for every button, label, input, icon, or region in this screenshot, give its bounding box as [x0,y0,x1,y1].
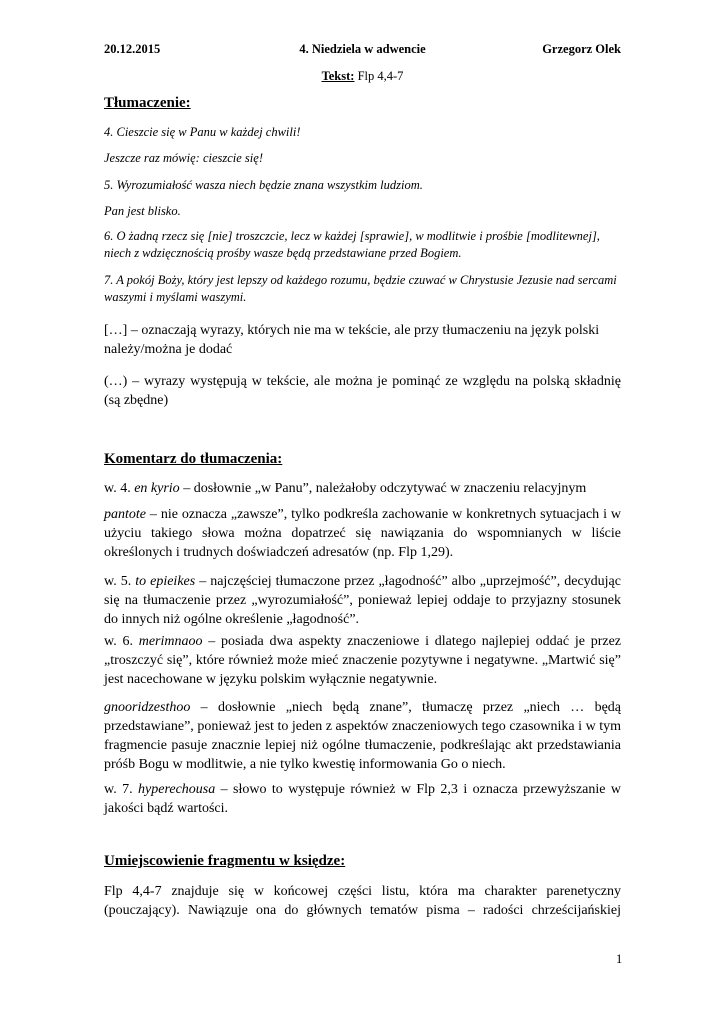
greek-term: hyperechousa [138,782,216,797]
commentary-gnooridzesthoo [104,698,621,774]
commentary-prefix: w. 7. [104,782,139,797]
commentary-text: – dosłownie „w Panu”, należałoby odczytywać w znaczeniu relacyjnym [179,481,587,496]
commentary-text: – nie oznacza „zawsze”, tylko podkreśla zachowanie w konkretnych sytuacjach i w użyciu takiego słowa można dopatrzeć się nawiązania do wspomnianych w liście określonych i trudnych doświadczeń adresatów (np. Flp 1,29). [104,507,621,560]
greek-term: to epieikes [135,574,196,589]
verse-4: 4. Cieszcie się w Panu w każdej chwili! [104,125,301,139]
greek-term: gnooridzesthoo [104,700,191,715]
greek-term: pantote [104,507,146,522]
commentary-heading: Komentarz do tłumaczenia: [104,451,283,467]
text-reference-value: Flp 4,4-7 [354,69,404,83]
translation-heading: Tłumaczenie: [104,95,191,111]
commentary-text: – dosłownie „niech będą znane”, tłumaczę przez „niech … będą przedstawiane”, ponieważ jest to jeden z aspektów znaczeniowych tego czasownika i w tym fragmencie pasuje znacznie lepiej niż ogólne tłumaczenie, podkreślając akt przedstawiania próśb Bogu w modlitwie, a nie tylko kwestię informowania Go o niech. [104,700,621,772]
location-text: Flp 4,4-7 znajduje się w końcowej części listu, która ma charakter parenetyczny (pouczający). Nawiązuje ona do głównych tematów pisma – radości chrześcijańskiej [104,884,621,918]
page-number: 1 [616,952,623,966]
greek-term: merimnaoo [138,634,203,649]
header-date: 20.12.2015 [104,42,161,56]
commentary-verse-4 [104,479,621,498]
header-author: Grzegorz Olek [542,42,621,56]
location-heading: Umiejscowienie fragmentu w księdze: [104,853,346,869]
header-title: 4. Niedziela w adwencie [299,42,426,56]
note-round-brackets: (…) – wyrazy występują w tekście, ale można je pominąć ze względu na polską składnię (są zbędne) [104,374,621,408]
text-reference-label: Tekst: [321,69,355,83]
greek-term: en kyrio [134,481,180,496]
verse-7: 7. A pokój Boży, który jest lepszy od każdego rozumu, będzie czuwać w Chrystusie Jezusie nad sercami waszymi i myślami waszymi. [104,273,617,304]
page-header [104,42,621,60]
verse-5-cont: Pan jest blisko. [104,204,181,218]
commentary-text: – najczęściej tłumaczone przez „łagodność” albo „uprzejmość”, decydując się na tłumaczenie przez „wyrozumiałość”, ponieważ lepiej oddaje to przyjazny stosunek do innych niż ogólne określenie „łagodność”. [104,574,621,627]
verse-6: 6. O żadną rzecz się [nie] troszczcie, lecz w każdej [sprawie], w modlitwie i prośbie [modlitewnej], niech z wdzięcznością prośby wasze będą przedstawiane przed Bogiem. [104,229,600,260]
commentary-prefix: w. 5. [104,574,136,589]
commentary-verse-7 [104,780,621,818]
commentary-prefix: w. 4. [104,481,135,496]
note-square-brackets: […] – oznaczają wyrazy, których nie ma w tekście, ale przy tłumaczeniu na język polski należy/można je dodać [104,323,600,357]
text-reference [104,69,621,84]
verse-4-cont: Jeszcze raz mówię: cieszcie się! [104,151,263,165]
commentary-verse-5 [104,572,621,629]
commentary-text: – posiada dwa aspekty znaczeniowe i dlatego najlepiej oddać je przez „troszczyć się”, które również może mieć znaczenie pozytywne i negatywne. „Martwić się” jest nacechowane w języku polskim wyłącznie negatywnie. [104,634,621,687]
commentary-verse-6 [104,632,621,689]
verse-5: 5. Wyrozumiałość wasza niech będzie znana wszystkim ludziom. [104,178,423,192]
commentary-prefix: w. 6. [104,634,139,649]
commentary-pantote [104,505,621,562]
commentary-text: – słowo to występuje również w Flp 2,3 i oznacza przewyższanie w jakości bądź wartości. [104,782,622,816]
